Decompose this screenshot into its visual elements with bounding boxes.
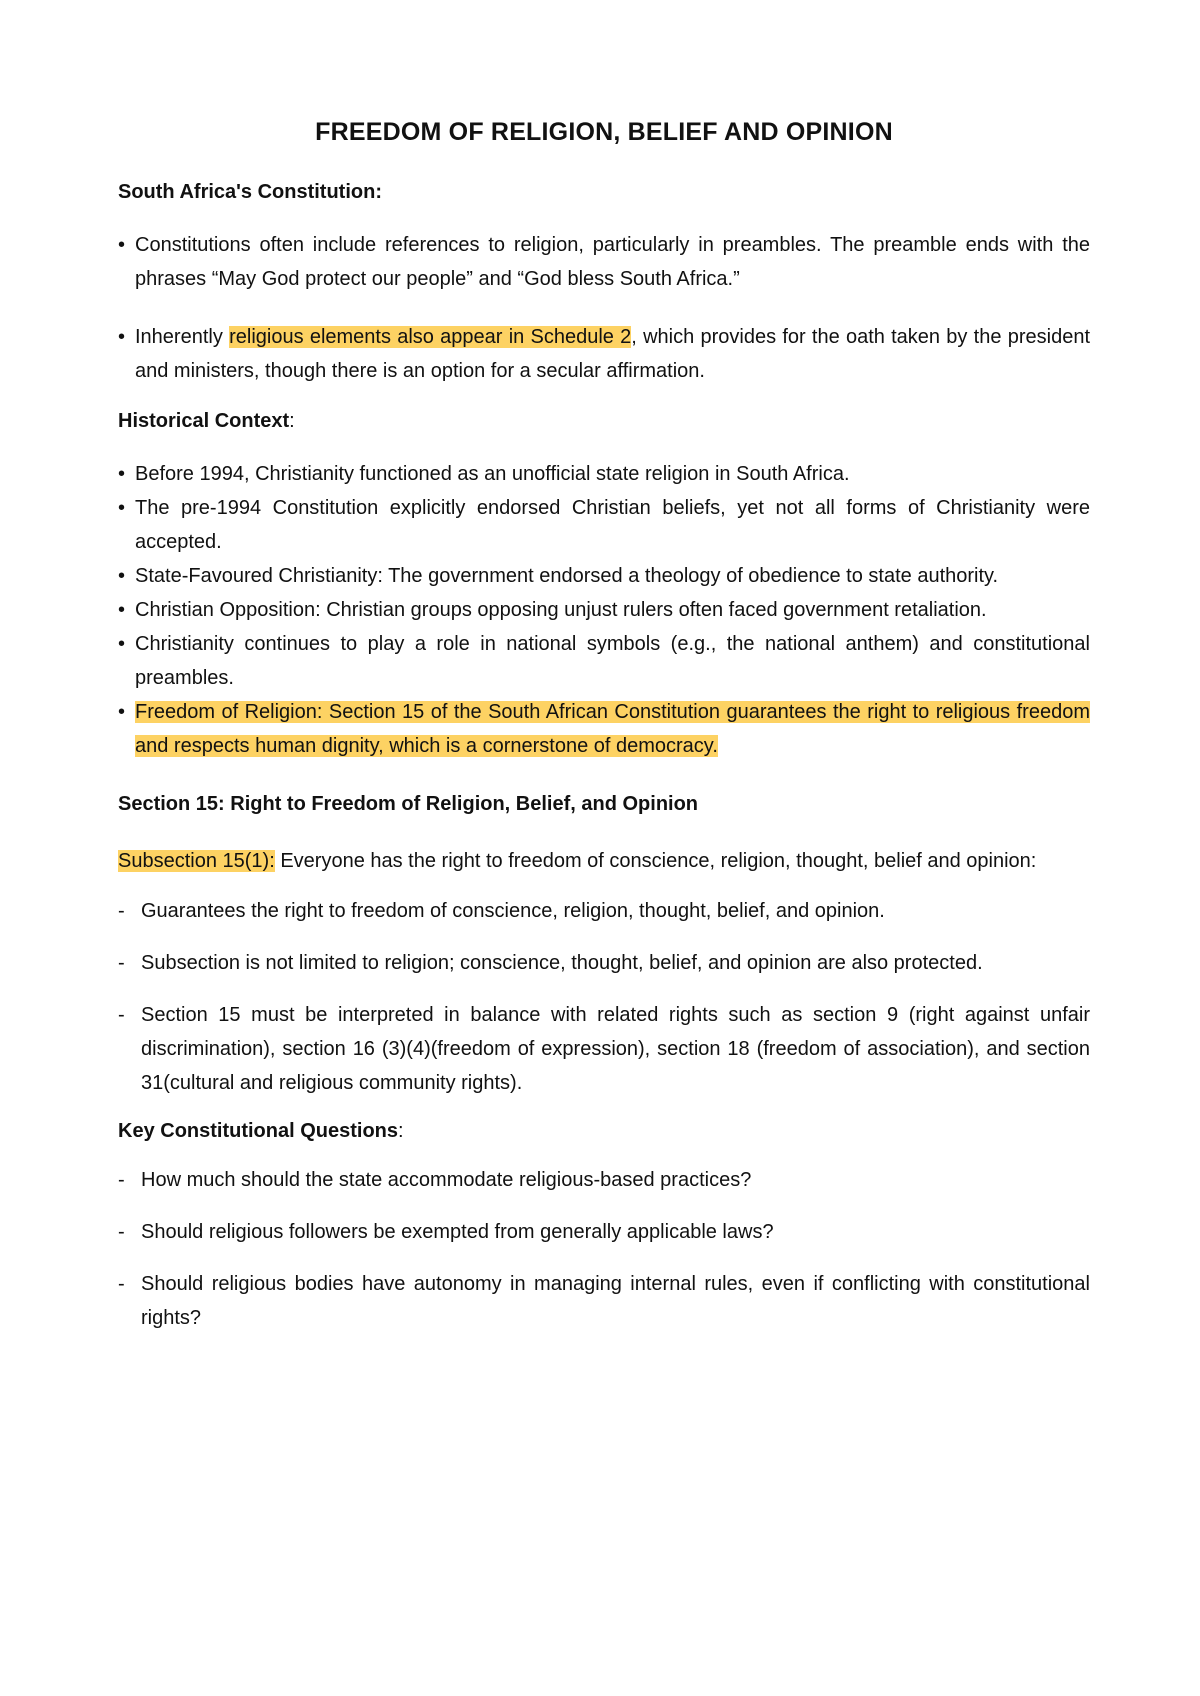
highlighted-text: religious elements also appear in Schedule 2 xyxy=(229,326,632,348)
list-item: • Christian Opposition: Christian groups opposing unjust rulers often faced government retaliation. xyxy=(118,593,1090,627)
heading-text: Historical Context xyxy=(118,410,290,432)
page-title: FREEDOM OF RELIGION, BELIEF AND OPINION xyxy=(315,118,893,146)
list-item: • State-Favoured Christianity: The government endorsed a theology of obedience to state authority. xyxy=(118,559,1090,593)
section-15-list xyxy=(118,894,1090,1100)
list-item: - Subsection is not limited to religion; conscience, thought, belief, and opinion are also protected. xyxy=(118,946,1090,980)
list-item: - Should religious bodies have autonomy in managing internal rules, even if conflicting with constitutional rights? xyxy=(118,1267,1090,1335)
list-item: • Before 1994, Christianity functioned as an unofficial state religion in South Africa. xyxy=(118,457,1090,491)
heading-colon: : xyxy=(398,1120,404,1142)
list-item: - Section 15 must be interpreted in balance with related rights such as section 9 (right against unfair discrimination), section 16 (3)(4)(freedom of expression), section 18 (freedom of association), and section 31(cultural and religious community rights). xyxy=(118,998,1090,1100)
list-item xyxy=(118,320,1090,388)
historical-list xyxy=(118,457,1090,763)
heading-historical-context xyxy=(118,410,1090,433)
list-item: • Constitutions often include references to religion, particularly in preambles. The preamble ends with the phrases “May God protect our people” and “God bless South Africa.” xyxy=(118,228,1090,296)
list-item xyxy=(118,695,1090,763)
list-item: • Christianity continues to play a role in national symbols (e.g., the national anthem) and constitutional preambles. xyxy=(118,627,1090,695)
constitution-list xyxy=(118,228,1090,388)
highlighted-text: Subsection 15(1): xyxy=(118,850,275,872)
list-item: • The pre-1994 Constitution explicitly endorsed Christian beliefs, yet not all forms of Christianity were accepted. xyxy=(118,491,1090,559)
heading-section-15: Section 15: Right to Freedom of Religion, Belief, and Opinion xyxy=(118,793,699,815)
text: Everyone has the right to freedom of conscience, religion, thought, belief and opinion: xyxy=(274,850,1037,872)
heading-text: Key Constitutional Questions xyxy=(118,1120,399,1142)
highlighted-text: Freedom of Religion: Section 15 of the South African Constitution guarantees the right to religious freedom and respects human dignity, which is a cornerstone of democracy. xyxy=(135,701,1090,757)
list-item: - Guarantees the right to freedom of conscience, religion, thought, belief, and opinion. xyxy=(118,894,1090,928)
text: , which provides for the oath taken by the president and ministers, though there is an option for a secular affirmation. xyxy=(135,326,1091,382)
heading-key-questions xyxy=(118,1120,1090,1143)
list-item: - How much should the state accommodate religious-based practices? xyxy=(118,1163,1090,1197)
text: Inherently xyxy=(135,326,230,348)
heading-colon: : xyxy=(289,410,295,432)
heading-constitution: South Africa's Constitution: xyxy=(118,181,382,203)
list-item: - Should religious followers be exempted from generally applicable laws? xyxy=(118,1215,1090,1249)
questions-list xyxy=(118,1163,1090,1335)
subsection-paragraph xyxy=(118,844,1090,878)
